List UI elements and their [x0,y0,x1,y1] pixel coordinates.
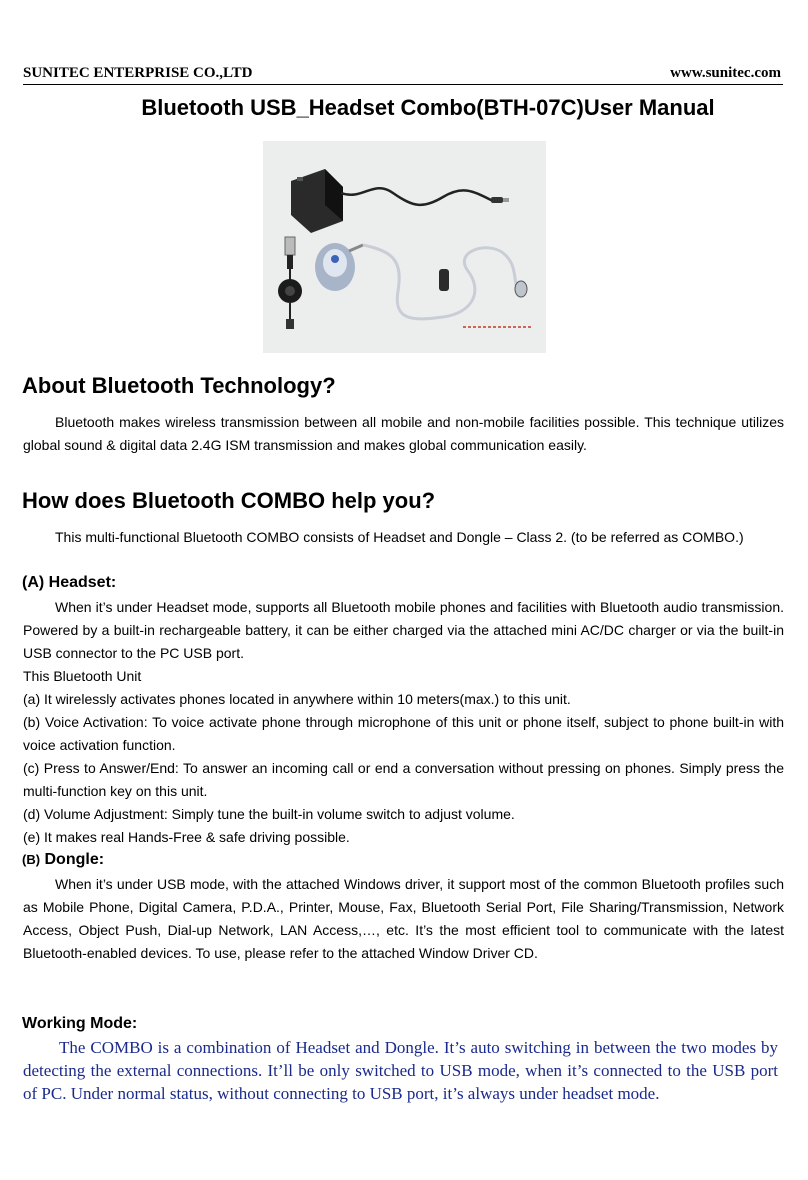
product-photo [263,141,546,353]
dongle-heading-label: Dongle: [44,851,105,868]
list-item: (c) Press to Answer/End: To answer an incoming call or end a conversation without pressing on phones. Simply press the multi-function key on this unit. [23,760,784,799]
about-paragraph: Bluetooth makes wireless transmission between all mobile and non-mobile facilities possible. This technique utilizes global sound & digital data 2.4G ISM transmission and makes global communication easily. [23,414,784,453]
unit-intro-line: This Bluetooth Unit [23,668,142,684]
page-header [23,62,783,85]
how-intro-paragraph: This multi-functional Bluetooth COMBO consists of Headset and Dongle – Class 2. (to be referred as COMBO.) [55,529,744,545]
list-item: (b) Voice Activation: To voice activate phone through microphone of this unit or phone itself, subject to phone built-in with voice activation function. [23,714,784,753]
list-item: (d) Volume Adjustment: Simply tune the built-in volume switch to adjust volume. [23,806,515,822]
dongle-paragraph: When it’s under USB mode, with the attached Windows driver, it support most of the common Bluetooth profiles such as Mobile Phone, Digital Camera, P.D.A., Printer, Mouse, Fax, Bluetooth Serial Port, File Sharing/Transmission, Network Access, Object Push, Dial-up Network, LAN Access,…, etc. It’s the most efficient tool to communicate with the latest Bluetooth-enabled devices. To use, please refer to the attached Window Driver CD. [23,876,784,961]
headset-heading: (A) Headset: [22,574,117,591]
how-heading: How does Bluetooth COMBO help you? [22,488,436,513]
working-mode-heading: Working Mode: [22,1015,138,1032]
about-heading: About Bluetooth Technology? [22,373,336,398]
list-item: (a) It wirelessly activates phones located in anywhere within 10 meters(max.) to this unit. [23,691,571,707]
page-title: Bluetooth USB_Headset Combo(BTH-07C)User Manual [141,95,715,120]
list-item: (e) It makes real Hands-Free & safe driving possible. [23,829,350,845]
dongle-heading-prefix: (B) [22,852,41,867]
working-mode-paragraph: The COMBO is a combination of Headset and Dongle. It’s auto switching in between the two modes by detecting the external connections. It’ll be only switched to USB mode, when it’s connected to the USB port of PC. Under normal status, without connecting to USB port, it’s always under headset mode. [23,1038,778,1103]
dongle-heading [22,851,104,869]
product-photo-illustration [263,141,546,353]
company-website: www.sunitec.com [670,65,781,81]
company-name: SUNITEC ENTERPRISE CO.,LTD [23,65,253,81]
headset-paragraph: When it’s under Headset mode, supports all Bluetooth mobile phones and facilities with Bluetooth audio transmission. Powered by a built-in rechargeable battery, it can be either charged via the attached mini AC/DC charger or via the built-in USB connector to the PC USB port. [23,599,784,661]
